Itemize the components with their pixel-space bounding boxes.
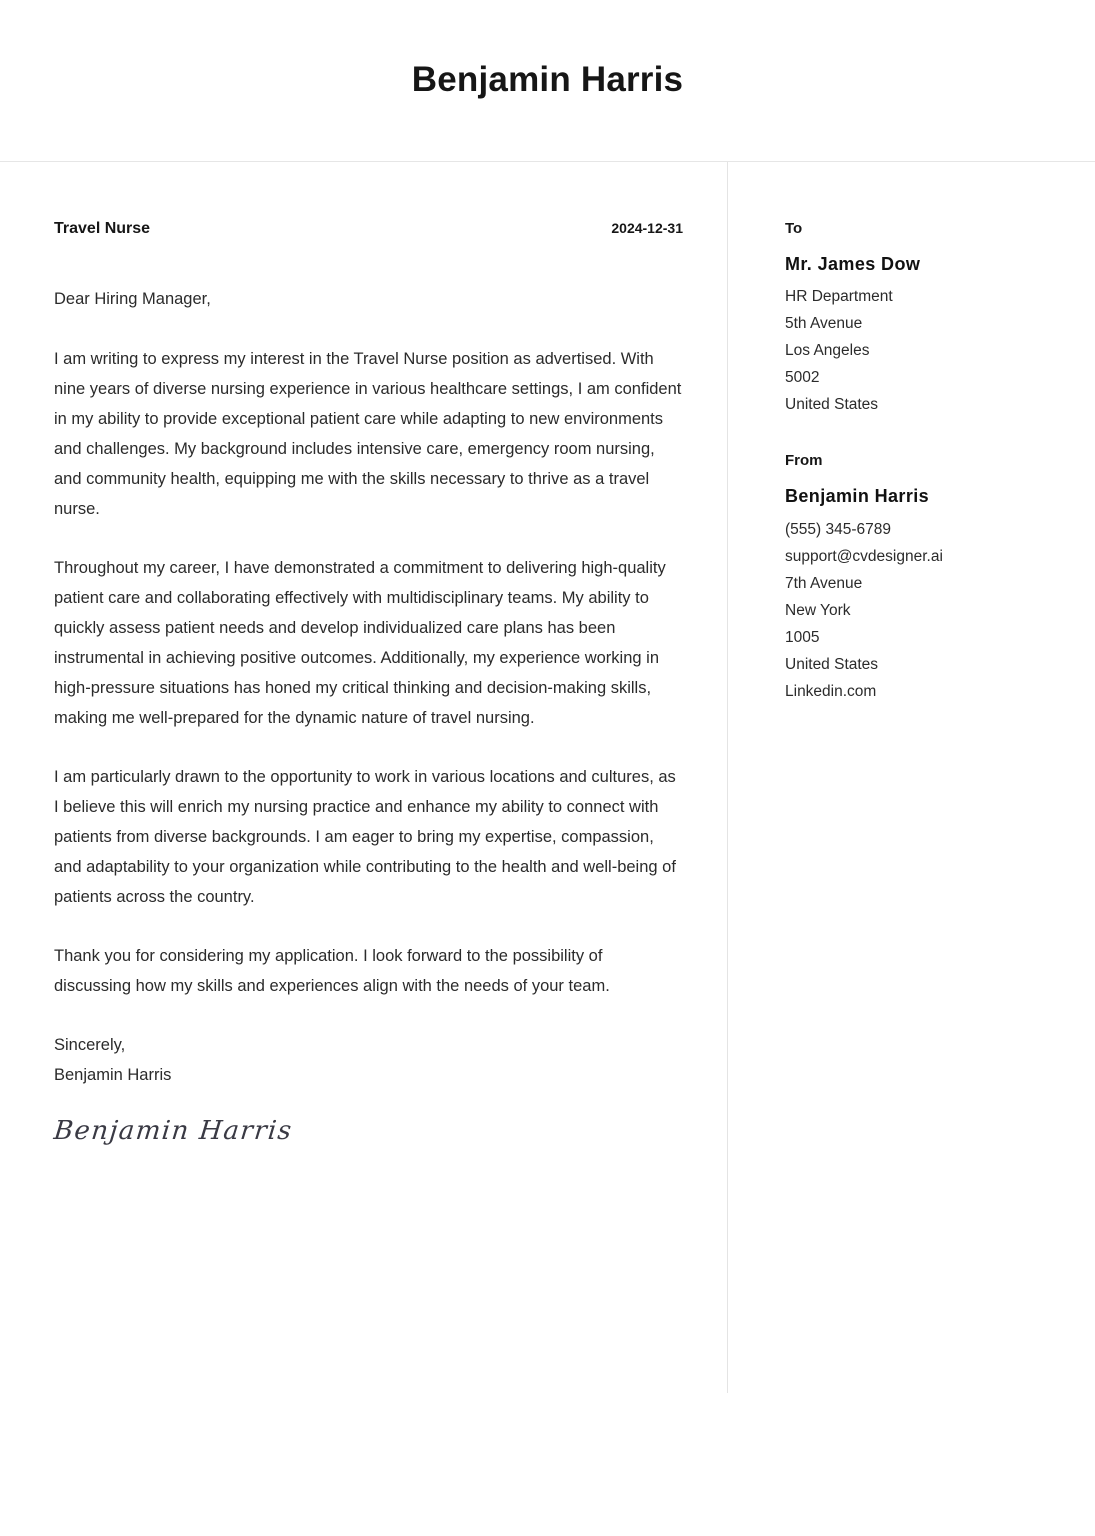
letter-meta-row	[54, 220, 683, 238]
sender-website: Linkedin.com	[785, 682, 877, 700]
recipient-heading: To	[785, 220, 803, 237]
sender-email: support@cvdesigner.ai	[785, 547, 943, 565]
recipient-line: HR Department	[785, 288, 893, 306]
recipient-name: Mr. James Dow	[785, 254, 921, 274]
closing-word: Sincerely,	[54, 1036, 126, 1054]
document-header	[0, 0, 1095, 162]
sender-line: New York	[785, 601, 851, 619]
salutation: Dear Hiring Manager,	[54, 290, 211, 308]
recipient-line: Los Angeles	[785, 342, 870, 360]
sender-phone: (555) 345-6789	[785, 520, 891, 538]
letter-date: 2024-12-31	[611, 220, 683, 236]
page-title: Benjamin Harris	[411, 60, 684, 100]
letter-paragraph-4: Thank you for considering my application. I look forward to the possibility of discussing how my skills and experiences align with the needs of your team.	[54, 947, 610, 995]
sender-line: 7th Avenue	[785, 574, 863, 592]
letter-column	[0, 162, 727, 1146]
signature: Benjamin Harris	[52, 1116, 295, 1146]
closing-block	[54, 1030, 683, 1090]
recipient-block	[785, 220, 1055, 418]
document-body	[0, 162, 1095, 1536]
sender-block	[785, 452, 1055, 704]
sender-line: 1005	[785, 628, 820, 646]
recipient-line: 5th Avenue	[785, 315, 863, 333]
letter-paragraph-2: Throughout my career, I have demonstrated a commitment to delivering high-quality patient care and collaborating effectively with multidisciplinary teams. My ability to quickly assess patient needs and develop individualized care plans has been instrumental in achieving positive outcomes. Additionally, my experience working in high-pressure situations has honed my critical thinking and decision-making skills, making me well-prepared for the dynamic nature of travel nursing.	[54, 559, 666, 727]
sender-line: United States	[785, 655, 879, 673]
closing-name: Benjamin Harris	[54, 1066, 172, 1084]
address-column	[728, 162, 1095, 739]
sender-name: Benjamin Harris	[785, 486, 930, 507]
sender-heading: From	[785, 452, 823, 470]
letter-paragraph-1: I am writing to express my interest in the Travel Nurse position as advertised. With nine years of diverse nursing experience in various healthcare settings, I am confident in my ability to provide exceptional patient care while adapting to new environments and challenges. My background includes intensive care, emergency room nursing, and community health, equipping me with the skills necessary to thrive as a travel nurse.	[54, 350, 682, 518]
recipient-line: United States	[785, 396, 879, 414]
recipient-line: 5002	[785, 369, 820, 387]
job-title: Travel Nurse	[54, 220, 151, 237]
letter-paragraph-3: I am particularly drawn to the opportunity to work in various locations and cultures, as I believe this will enrich my nursing practice and enhance my ability to connect with patients from diverse backgrounds. I am eager to bring my expertise, compassion, and adaptability to your organization while contributing to the health and well-being of patients across the country.	[54, 768, 676, 906]
